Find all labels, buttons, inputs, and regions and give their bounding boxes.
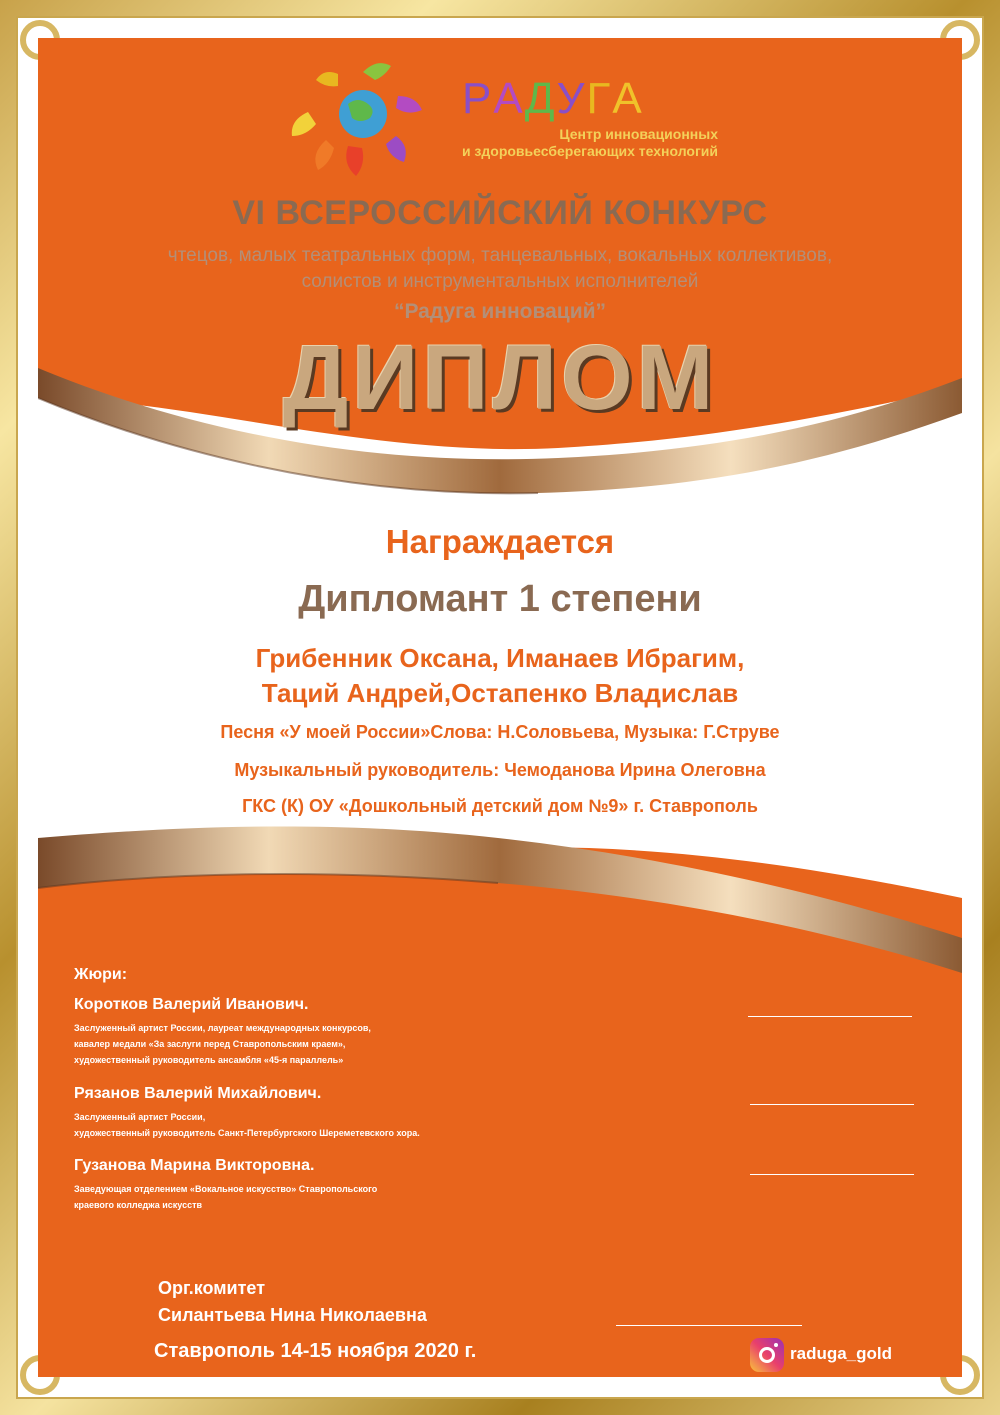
recipient-names-line1: Грибенник Оксана, Иманаев Ибрагим,: [255, 643, 745, 673]
committee-label: Орг.комитет: [158, 1278, 266, 1298]
jury-member-desc: художественный руководитель ансамбля «45-я параллель»: [74, 1055, 344, 1065]
jury-member: [74, 1085, 420, 1141]
contest-subtitle: [98, 243, 902, 295]
signature-line: [750, 1174, 914, 1175]
brand-name: [462, 74, 644, 124]
brand-letter: Р: [462, 74, 494, 123]
jury-member-desc: Заслуженный артист России, лауреат международных конкурсов,: [74, 1023, 371, 1033]
music-leader: Музыкальный руководитель: Чемоданова Ирина Олеговна: [234, 760, 766, 780]
awarded-label: Награждается: [385, 523, 615, 560]
instagram-icon[interactable]: [750, 1338, 784, 1372]
place-date: Ставрополь 14-15 ноября 2020 г.: [154, 1340, 477, 1362]
committee-name: Силантьева Нина Николаевна: [158, 1305, 427, 1325]
brand-letter: Г: [586, 74, 613, 123]
jury-member-name: Гузанова Марина Викторовна.: [74, 1157, 315, 1174]
contest-subtitle-line2: солистов и инструментальных исполнителей: [301, 271, 699, 292]
recipient-names-line2: Таций Андрей,Остапенко Владислав: [261, 678, 739, 708]
diploma-panel: [38, 38, 962, 1377]
signature-line: [616, 1325, 802, 1326]
jury-member-desc: кавалер медали «За заслуги перед Ставропольским краем»,: [74, 1039, 346, 1049]
contest-title: VI ВСЕРОССИЙСКИЙ КОНКУРС: [232, 194, 768, 232]
jury-member: [74, 1157, 377, 1213]
brand-letter: У: [556, 74, 587, 123]
diploma-heading: ДИПЛОМ: [282, 327, 718, 429]
jury-heading: Жюри:: [74, 966, 128, 983]
jury-member-name: Коротков Валерий Иванович.: [74, 996, 309, 1013]
brand-letter: Д: [524, 74, 557, 123]
instagram-handle[interactable]: raduga_gold: [790, 1344, 893, 1363]
brand-subtitle-line2: и здоровьесберегающих технологий: [461, 143, 718, 159]
jury-member-name: Рязанов Валерий Михайлович.: [74, 1085, 322, 1102]
signature-line: [750, 1104, 914, 1105]
organization: ГКС (К) ОУ «Дошкольный детский дом №9» г. Ставрополь: [242, 796, 758, 816]
jury-member: [74, 996, 371, 1068]
contest-subtitle-line1: чтецов, малых театральных форм, танцевальных, вокальных коллективов,: [167, 245, 833, 266]
jury-member-desc: краевого колледжа искусств: [74, 1200, 203, 1210]
signature-line: [748, 1016, 912, 1017]
jury-member-desc: Заслуженный артист России,: [74, 1112, 206, 1122]
brand-subtitle: [418, 126, 718, 160]
award-degree: Дипломант 1 степени: [298, 578, 702, 620]
jury-member-desc: Заведующая отделением «Вокальное искусство» Ставропольского: [74, 1184, 378, 1194]
brand-subtitle-line1: Центр инновационных: [559, 126, 718, 142]
song-info: Песня «У моей России»Слова: Н.Соловьева, Музыка: Г.Струве: [220, 722, 780, 742]
jury-member-desc: художественный руководитель Санкт-Петербургского Шереметевского хора.: [74, 1128, 420, 1138]
brand-letter: А: [612, 74, 644, 123]
brand-letter: А: [493, 74, 525, 123]
raduga-logo: [278, 52, 448, 182]
contest-name: “Радуга инноваций”: [393, 300, 607, 323]
